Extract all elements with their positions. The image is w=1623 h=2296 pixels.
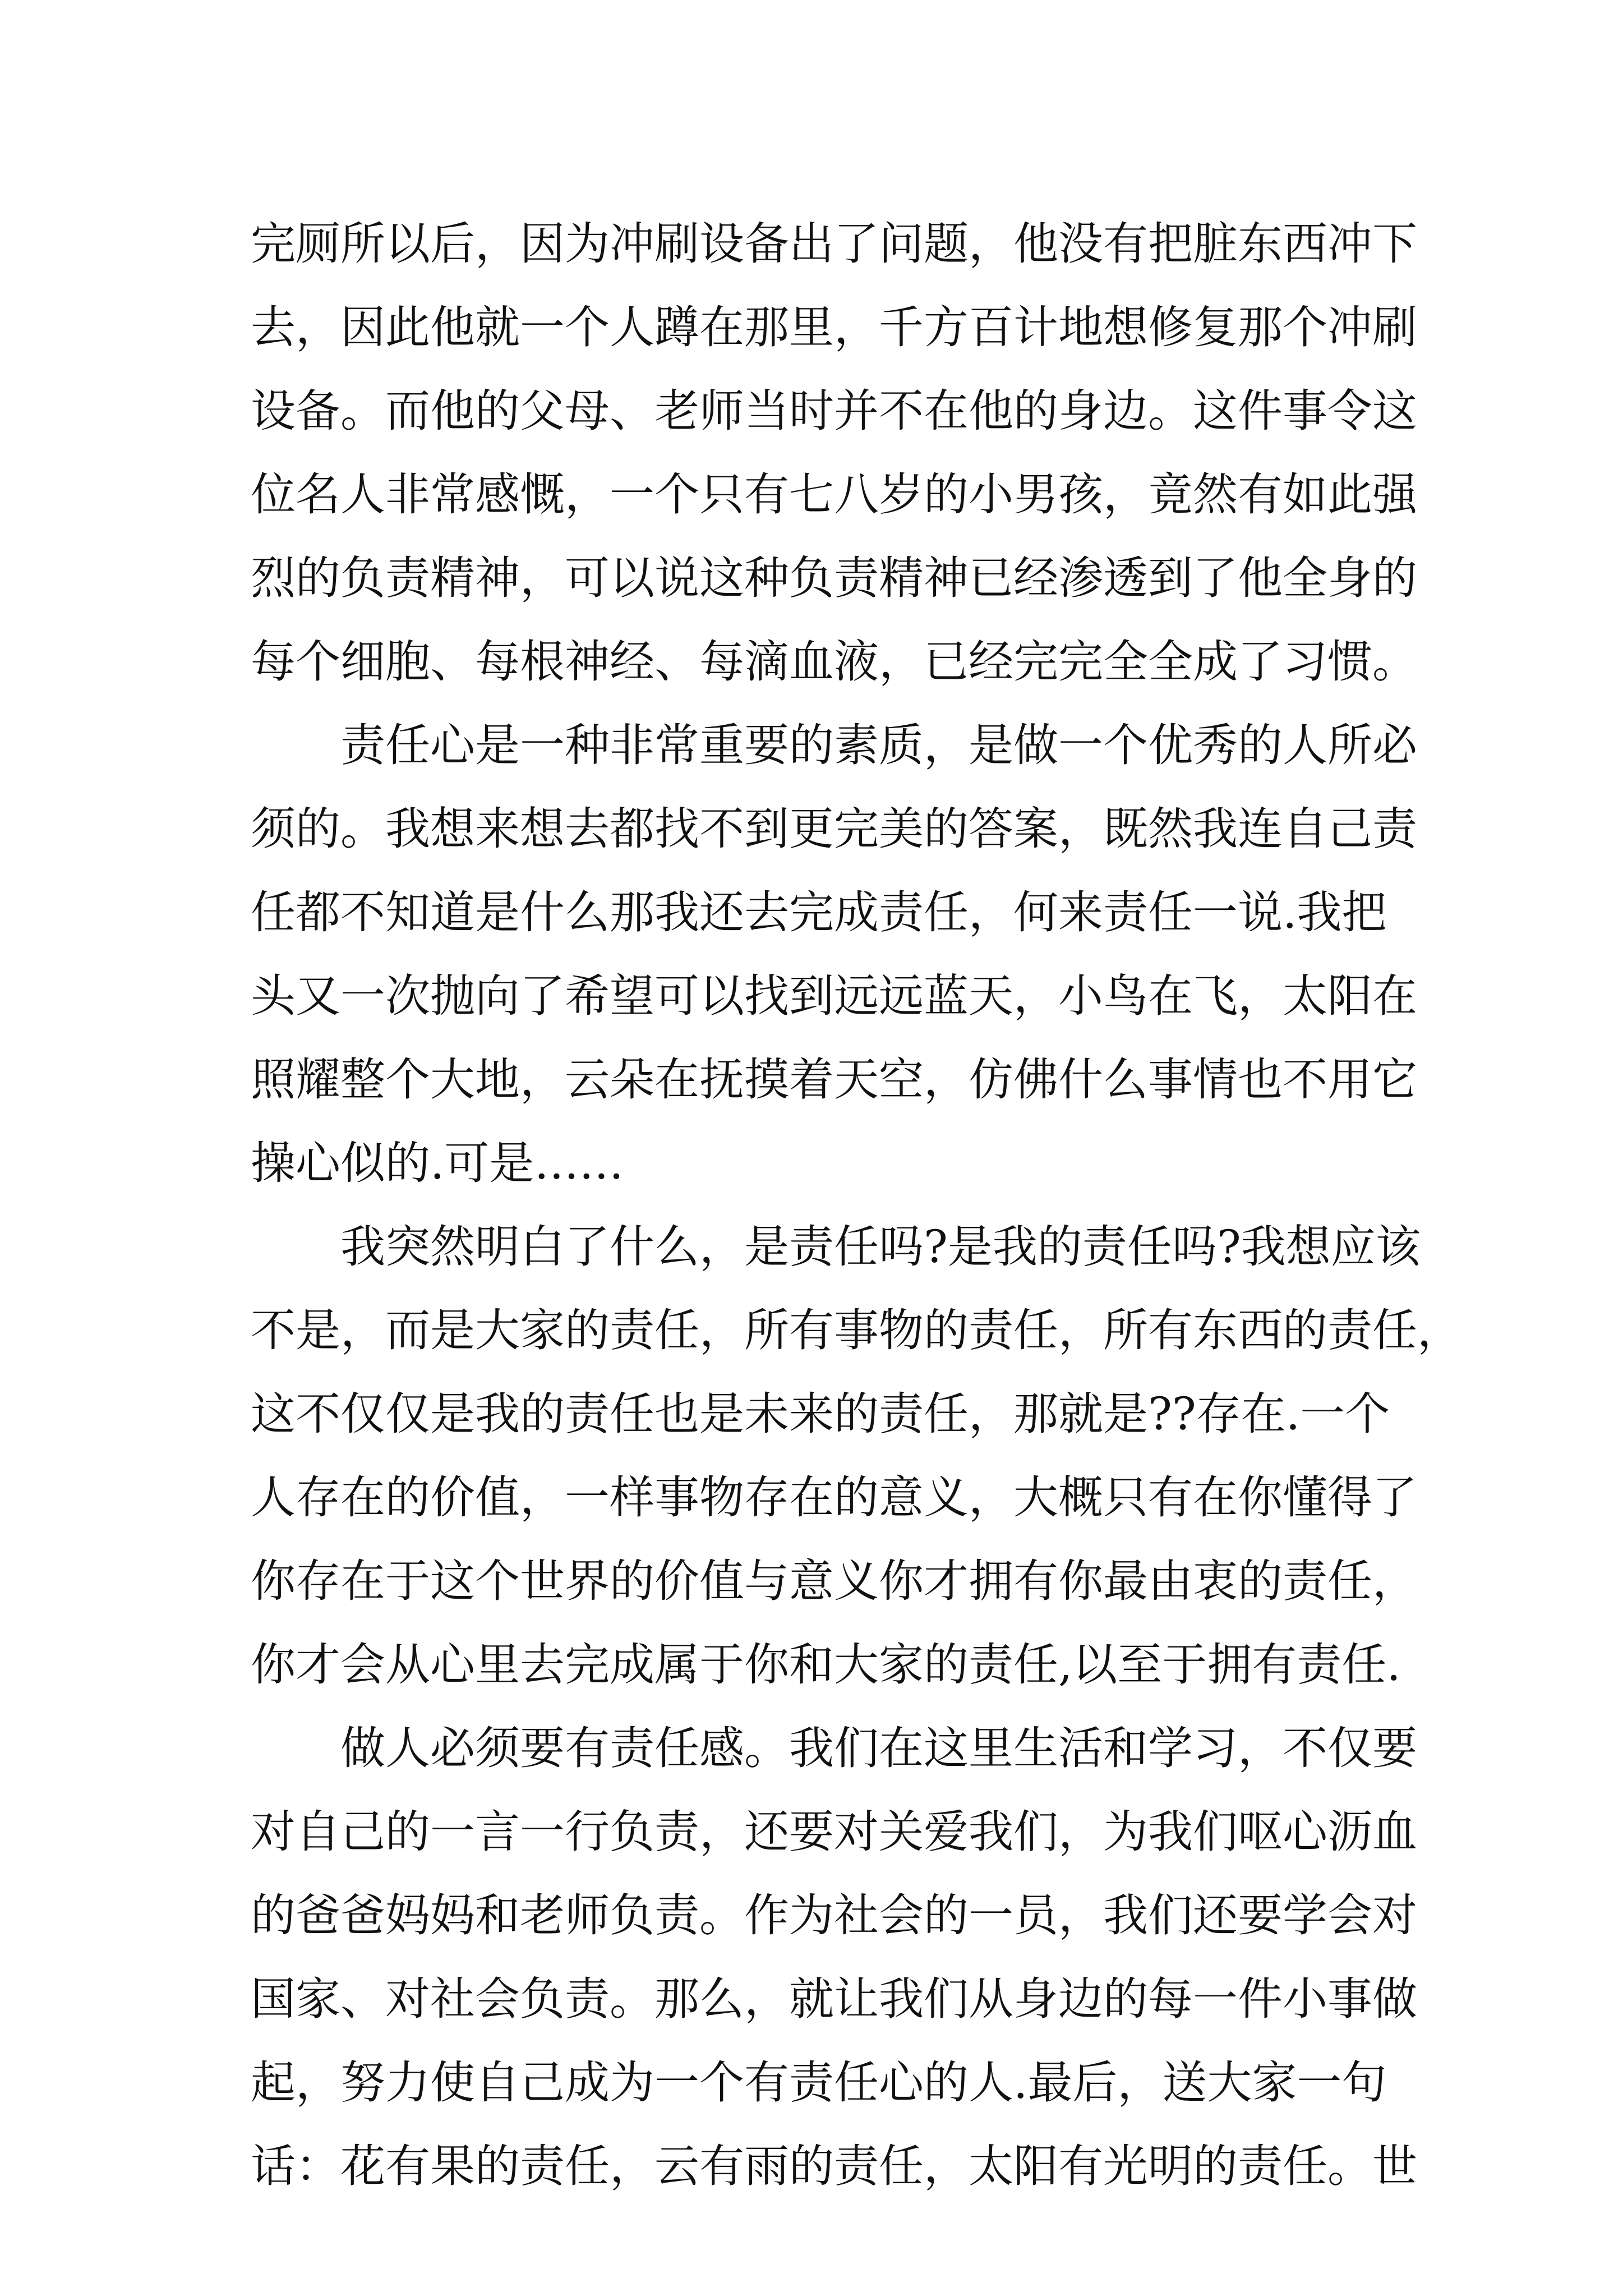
text-line: 操心似的.可是……	[251, 1137, 624, 1189]
text-line: 你存在于这个世界的价值与意义你才拥有你最由衷的责任，	[251, 1555, 1417, 1607]
text-line: 起，努力使自己成为一个有责任心的人.最后，送大家一句	[251, 2056, 1387, 2109]
text-line: 完厕所以后，因为冲刷设备出了问题，他没有把脏东西冲下	[251, 218, 1417, 270]
text-line: 设备。而他的父母、老师当时并不在他的身边。这件事令这	[251, 385, 1417, 437]
text-line: 这不仅仅是我的责任也是未来的责任，那就是??存在.一个	[251, 1388, 1390, 1440]
text-line: 的爸爸妈妈和老师负责。作为社会的一员，我们还要学会对	[251, 1889, 1417, 1941]
paragraph-3	[251, 1205, 1462, 1706]
paragraph-4	[251, 1706, 1440, 2208]
paragraph-1	[251, 202, 1440, 703]
text-line: 不是，而是大家的责任，所有事物的责任，所有东西的责任，	[251, 1304, 1462, 1356]
text-line: 你才会从心里去完成属于你和大家的责任,以至于拥有责任.	[251, 1639, 1401, 1691]
text-line: 每个细胞、每根神经、每滴血液，已经完完全全成了习惯。	[251, 636, 1417, 688]
text-line: 任都不知道是什么那我还去完成责任，何来责任一说.我把	[251, 886, 1387, 938]
text-line: 人存在的价值，一样事物存在的意义，大概只有在你懂得了	[251, 1471, 1417, 1524]
text-line: 话：花有果的责任，云有雨的责任，太阳有光明的责任。世	[251, 2140, 1417, 2192]
text-line: 对自己的一言一行负责，还要对关爱我们，为我们呕心沥血	[251, 1806, 1417, 1858]
document-body	[251, 202, 1462, 2208]
text-line: 烈的负责精神，可以说这种负责精神已经渗透到了他全身的	[251, 552, 1417, 604]
paragraph-2	[251, 703, 1440, 1205]
text-line: 做人必须要有责任感。我们在这里生活和学习，不仅要	[340, 1722, 1417, 1774]
text-line: 去，因此他就一个人蹲在那里，千方百计地想修复那个冲刷	[251, 301, 1417, 353]
text-line: 头又一次抛向了希望可以找到远远蓝天，小鸟在飞，太阳在	[251, 970, 1417, 1022]
text-line: 须的。我想来想去都找不到更完美的答案，既然我连自己责	[251, 803, 1417, 855]
text-line: 责任心是一种非常重要的素质，是做一个优秀的人所必	[340, 719, 1417, 771]
text-line: 位名人非常感慨，一个只有七八岁的小男孩，竟然有如此强	[251, 468, 1417, 521]
text-line: 照耀整个大地，云朵在抚摸着天空，仿佛什么事情也不用它	[251, 1053, 1417, 1106]
text-line: 我突然明白了什么，是责任吗?是我的责任吗?我想应该	[340, 1221, 1421, 1273]
text-line: 国家、对社会负责。那么，就让我们从身边的每一件小事做	[251, 1973, 1417, 2025]
